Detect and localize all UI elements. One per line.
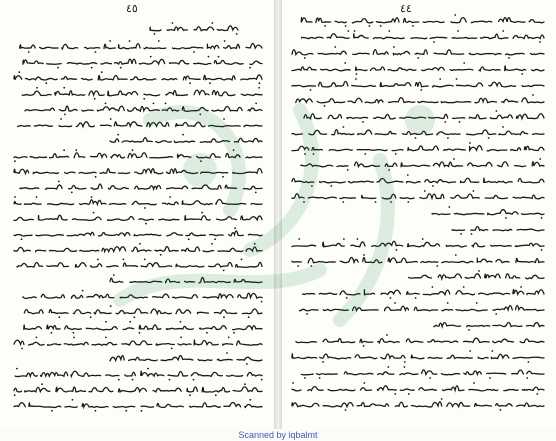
text-line (432, 206, 544, 219)
text-line (20, 40, 262, 53)
text-line (292, 126, 544, 139)
text-line (302, 30, 545, 43)
text-line (303, 286, 545, 299)
text-line (292, 78, 544, 91)
text-line (304, 110, 544, 123)
text-line (292, 382, 544, 395)
text-line (14, 168, 262, 177)
text-line (14, 212, 262, 225)
left-page (0, 0, 274, 429)
right-page-number: ٤٤ (400, 2, 412, 15)
text-line (110, 134, 262, 143)
text-line (14, 243, 262, 256)
text-line (23, 56, 262, 69)
text-line (24, 321, 262, 334)
text-line (15, 368, 262, 381)
text-line (25, 103, 262, 116)
text-line (296, 94, 544, 107)
text-line (14, 227, 262, 240)
text-line (110, 274, 262, 283)
text-line (300, 302, 545, 315)
left-page-number: ٤٥ (126, 2, 138, 15)
text-line (301, 14, 544, 27)
text-line (14, 399, 262, 412)
right-page (282, 0, 556, 429)
text-line (14, 337, 262, 350)
text-line (14, 71, 262, 84)
text-line (14, 383, 262, 396)
text-line (20, 181, 262, 194)
text-line (23, 290, 263, 303)
text-line (24, 305, 262, 318)
text-line (17, 259, 262, 272)
text-line (452, 227, 544, 235)
text-line (14, 196, 262, 209)
book-gutter (274, 0, 282, 429)
text-line (434, 323, 544, 331)
text-line (150, 22, 238, 35)
text-line (292, 62, 544, 75)
right-page-text (282, 0, 556, 429)
text-line (292, 174, 544, 187)
text-line (22, 87, 262, 100)
text-line (301, 158, 544, 171)
text-line (292, 238, 544, 251)
text-line (292, 350, 544, 363)
text-line (18, 118, 262, 127)
text-line (292, 46, 544, 59)
text-line (301, 366, 544, 379)
text-line (292, 190, 544, 203)
text-line (296, 334, 544, 347)
scan-credit: Scanned by iqbalmt (238, 430, 318, 440)
text-line (292, 142, 544, 155)
text-line (409, 270, 544, 279)
text-line (14, 149, 262, 162)
left-page-text (0, 0, 274, 429)
text-line (292, 398, 544, 411)
text-line (110, 352, 262, 365)
text-line (292, 254, 544, 267)
